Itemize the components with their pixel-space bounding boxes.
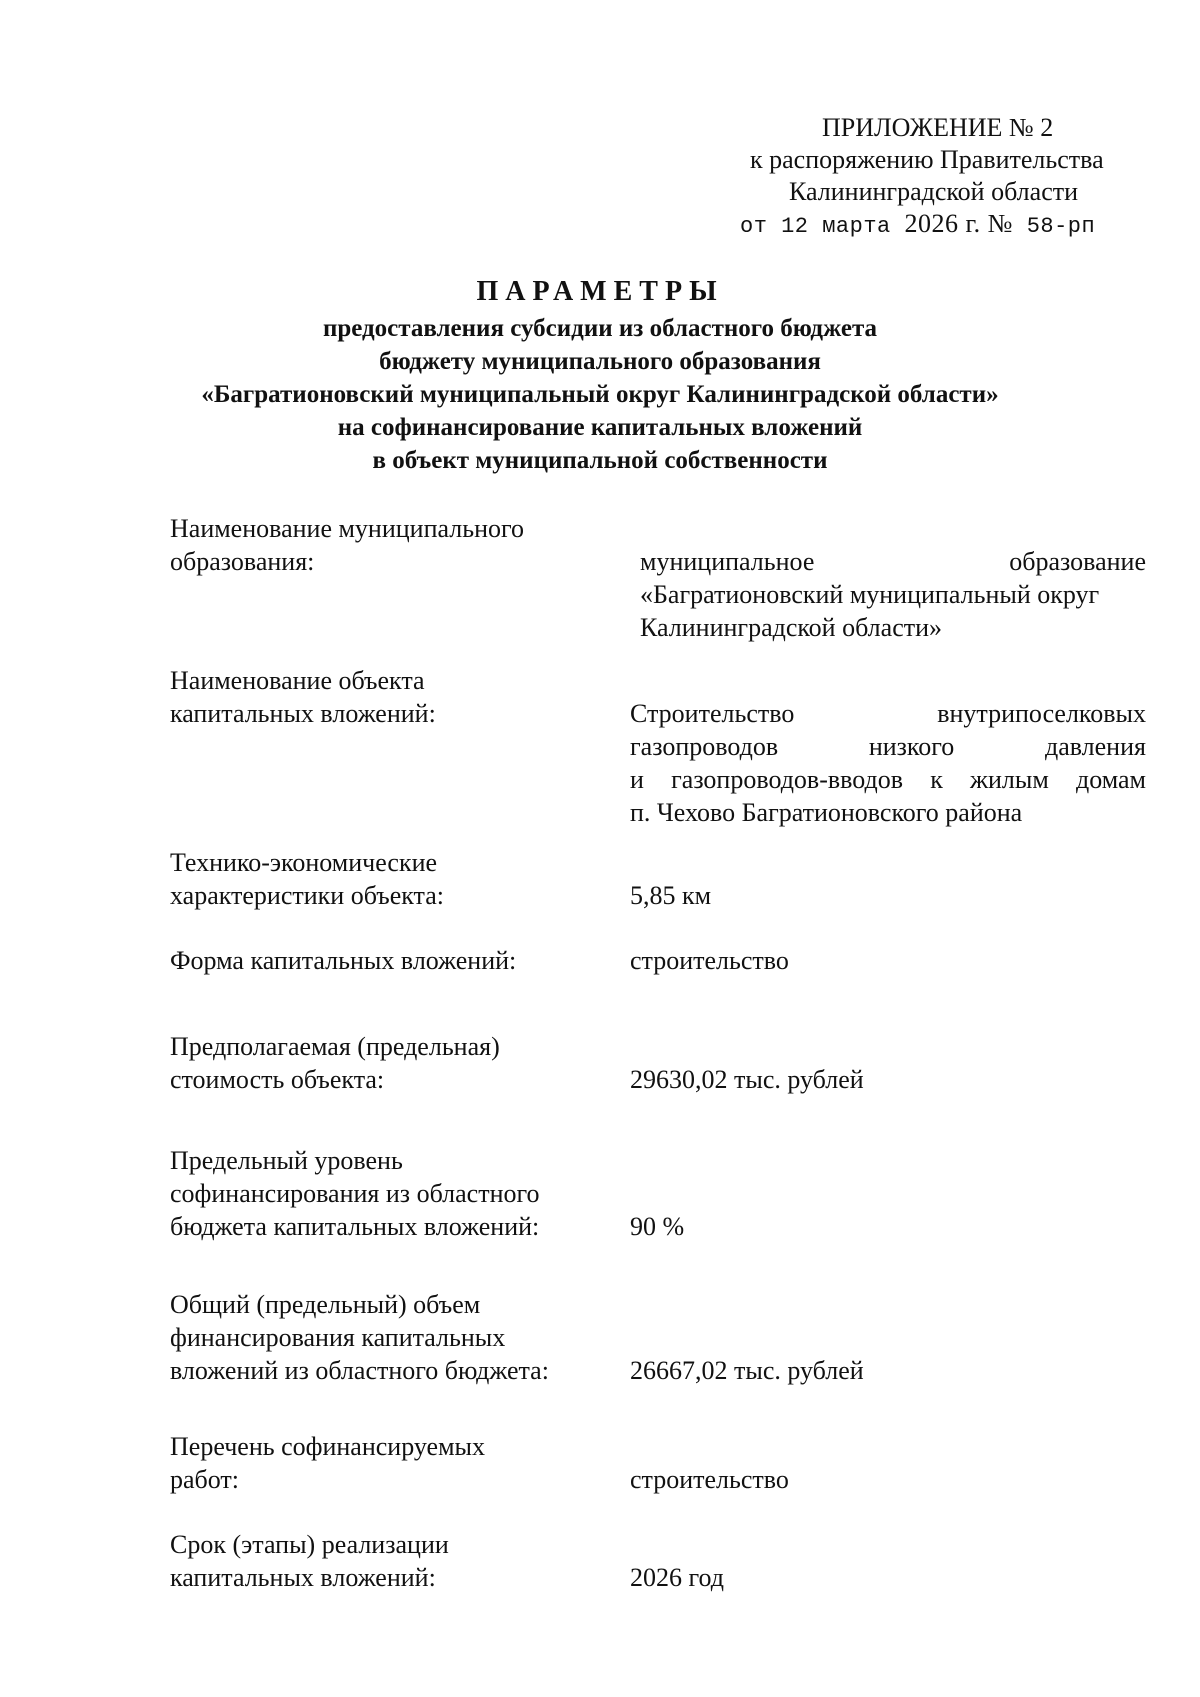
label-line: характеристики объекта: <box>170 881 445 910</box>
label-line: образования: <box>170 547 315 576</box>
value-line: 29630,02 тыс. рублей <box>630 1065 864 1094</box>
value-word: газопроводов <box>630 732 779 761</box>
param-value <box>630 1561 1146 1594</box>
value-line: строительство <box>630 946 789 975</box>
document-title <box>0 272 1200 477</box>
value-line: 26667,02 тыс. рублей <box>630 1356 864 1385</box>
param-value <box>630 879 1146 912</box>
label-line: бюджета капитальных вложений: <box>170 1212 540 1241</box>
label-line: капитальных вложений: <box>170 699 436 728</box>
label-line: Срок (этапы) реализации <box>170 1530 449 1559</box>
param-value <box>630 944 1146 977</box>
value-line-justified <box>640 545 1146 578</box>
appendix-title: ПРИЛОЖЕНИЕ № 2 <box>822 113 1054 142</box>
value-line: «Багратионовский муниципальный округ <box>640 580 1100 609</box>
param-value <box>630 1463 1146 1496</box>
value-line: 90 % <box>630 1212 685 1241</box>
value-word: Строительство <box>630 699 795 728</box>
param-label <box>170 846 610 912</box>
appendix-header <box>740 112 1140 243</box>
label-line: Предельный уровень <box>170 1146 403 1175</box>
value-word: и <box>630 765 644 794</box>
param-label <box>170 1030 610 1096</box>
label-line: Форма капитальных вложений: <box>170 946 517 975</box>
value-word: жилым <box>970 765 1049 794</box>
value-word: низкого <box>868 732 955 761</box>
label-line: софинансирования из областного <box>170 1179 540 1208</box>
value-line: 5,85 км <box>630 881 712 910</box>
label-line: стоимость объекта: <box>170 1065 385 1094</box>
title-main: ПАРАМЕТРЫ <box>476 276 724 307</box>
title-line: в объект муниципальной собственности <box>372 447 828 474</box>
param-value <box>630 697 1146 829</box>
value-word: образование <box>1009 547 1146 576</box>
label-line: Наименование муниципального <box>170 514 525 543</box>
appendix-date-line <box>740 208 1140 243</box>
value-word: домам <box>1075 765 1146 794</box>
value-line-justified <box>630 697 1146 730</box>
label-line: Перечень софинансируемых <box>170 1432 485 1461</box>
title-line: на софинансирование капитальных вложений <box>337 414 863 441</box>
value-word: муниципальное <box>640 547 815 576</box>
appendix-date: от 12 марта <box>740 214 891 239</box>
label-line: финансирования капитальных <box>170 1323 506 1352</box>
label-line: Предполагаемая (предельная) <box>170 1032 500 1061</box>
appendix-order-line: к распоряжению Правительства <box>750 145 1104 174</box>
param-label <box>170 1144 610 1243</box>
value-line: строительство <box>630 1465 789 1494</box>
label-line: Наименование объекта <box>170 666 425 695</box>
value-line: п. Чехово Багратионовского района <box>630 798 1023 827</box>
value-word: давления <box>1044 732 1146 761</box>
title-line: предоставления субсидии из областного бюджета <box>322 315 878 342</box>
label-line: работ: <box>170 1465 240 1494</box>
value-word: к <box>930 765 943 794</box>
label-line: Технико-экономические <box>170 848 438 877</box>
param-label <box>170 1528 610 1594</box>
label-line: Общий (предельный) объем <box>170 1290 481 1319</box>
title-line: бюджету муниципального образования <box>379 348 821 375</box>
value-line: 2026 год <box>630 1563 724 1592</box>
param-label <box>170 944 610 977</box>
appendix-number: 58-рп <box>1026 214 1096 239</box>
param-value <box>630 1354 1146 1387</box>
param-value <box>630 1063 1146 1096</box>
param-label <box>170 1430 610 1496</box>
appendix-year: 2026 г. № <box>904 209 1013 238</box>
label-line: капитальных вложений: <box>170 1563 436 1592</box>
param-label <box>170 664 610 730</box>
param-label <box>170 512 610 578</box>
param-value <box>640 545 1146 644</box>
param-label <box>170 1288 610 1387</box>
value-line-justified <box>630 763 1146 796</box>
value-word: газопроводов-вводов <box>671 765 903 794</box>
label-line: вложений из областного бюджета: <box>170 1356 549 1385</box>
value-line: Калининградской области» <box>640 613 943 642</box>
value-word: внутрипоселковых <box>937 699 1146 728</box>
param-value <box>630 1210 1146 1243</box>
value-line-justified <box>630 730 1146 763</box>
title-line: «Багратионовский муниципальный округ Калининградской области» <box>201 381 999 408</box>
appendix-region-line: Калининградской области <box>789 177 1079 206</box>
